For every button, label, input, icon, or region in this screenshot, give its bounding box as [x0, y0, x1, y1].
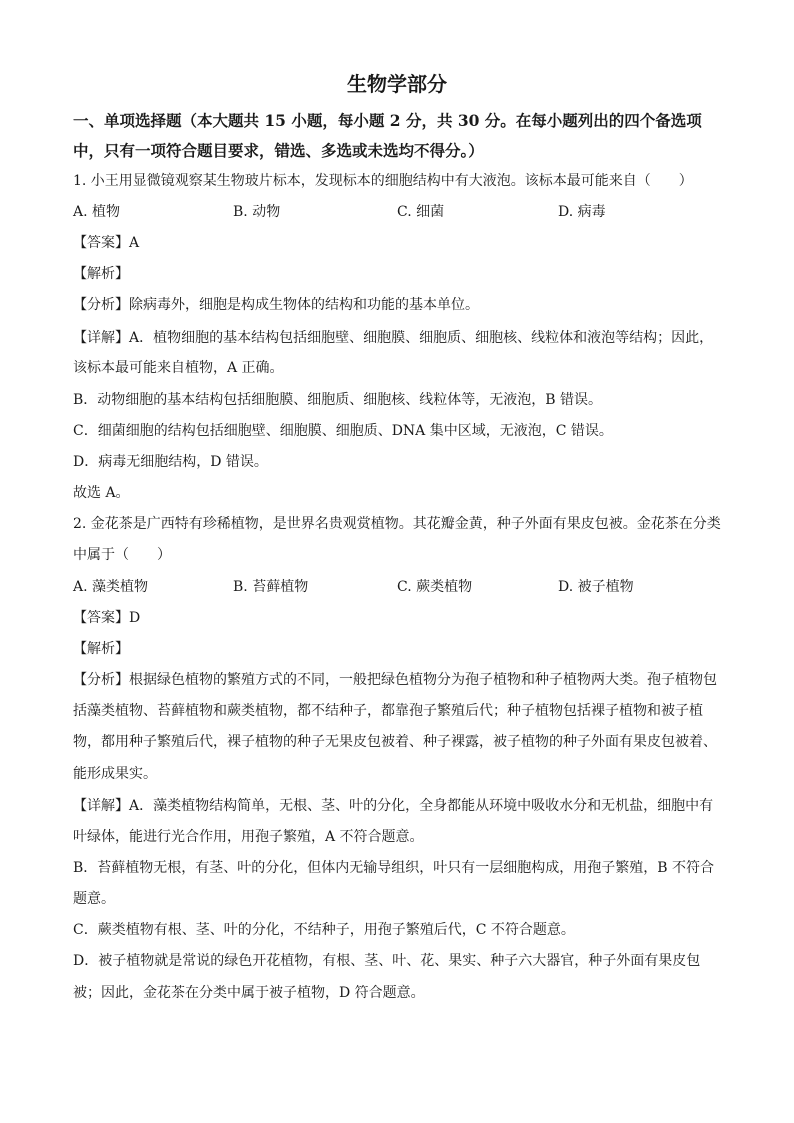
section-heading-line: 中，只有一项符合题目要求，错选、多选或未选均不得分。） [73, 141, 484, 160]
section-heading-line: 一、单项选择题（本大题共 15 小题，每小题 2 分，共 30 分。在每小题列出的四个备选项 [73, 111, 702, 130]
question-2-option-b: B. 苔藓植物 [233, 579, 309, 595]
question-2-stem-line: 中属于（ ） [73, 547, 171, 563]
question-2-detail-line: 叶绿体，能进行光合作用，用孢子繁殖，A 不符合题意。 [73, 829, 424, 845]
question-1-option-a: A. 植物 [73, 204, 121, 220]
question-2-options [73, 577, 733, 597]
question-2-detail-line: D．被子植物就是常说的绿色开花植物，有根、茎、叶、花、果实、种子六大器官，种子外面有果皮包 [73, 953, 701, 969]
question-2-fenxi-line: 能形成果实。 [73, 766, 157, 782]
question-2-option-d: D. 被子植物 [558, 579, 634, 595]
question-2-detail-line: C．蕨类植物有根、茎、叶的分化，不结种子，用孢子繁殖后代，C 不符合题意。 [73, 922, 575, 938]
question-2-detail-line: B．苔藓植物无根，有茎、叶的分化，但体内无输导组织，叶只有一层细胞构成，用孢子繁殖，B 不符合 [73, 860, 715, 876]
question-2-option-c: C. 蕨类植物 [397, 579, 473, 595]
question-2-answer: 【答案】D [73, 610, 141, 626]
question-1-detail-line: C．细菌细胞的结构包括细胞壁、细胞膜、细胞质、DNA 集中区域，无液泡，C 错误。 [73, 423, 613, 439]
question-1-option-d: D. 病毒 [558, 204, 606, 220]
question-2-detail-line: 被；因此，金花茶在分类中属于被子植物，D 符合题意。 [73, 985, 425, 1001]
question-2-fenxi-line: 括藻类植物、苔藓植物和蕨类植物，都不结种子，都靠孢子繁殖后代；种子植物包括裸子植物和被子植 [73, 703, 703, 719]
question-1-answer: 【答案】A [73, 235, 140, 251]
question-2-fenxi-line: 物，都用种子繁殖后代，裸子植物的种子无果皮包被着、种子裸露，被子植物的种子外面有果皮包被着、 [73, 734, 717, 750]
question-1-detail-line: B．动物细胞的基本结构包括细胞膜、细胞质、细胞核、线粒体等，无液泡，B 错误。 [73, 392, 603, 408]
question-1-analysis-label: 【解析】 [73, 266, 129, 282]
question-2-analysis-label: 【解析】 [73, 641, 129, 657]
question-2-option-a: A. 藻类植物 [73, 579, 149, 595]
question-1-stem: 1. 小王用显微镜观察某生物玻片标本，发现标本的细胞结构中有大液泡。该标本最可能来自（ ） [73, 173, 693, 189]
question-1-option-b: B. 动物 [233, 204, 281, 220]
question-2-fenxi-line: 【分析】根据绿色植物的繁殖方式的不同，一般把绿色植物分为孢子植物和种子植物两大类。孢子植物包 [73, 672, 717, 688]
question-1-option-c: C. 细菌 [397, 204, 445, 220]
question-1-detail-line: 该标本最可能来自植物，A 正确。 [73, 360, 284, 376]
question-1-options [73, 202, 733, 222]
question-1-conclusion: 故选 A。 [73, 485, 130, 501]
page-title: 生物学部分 [347, 72, 447, 96]
question-2-stem-line: 2. 金花茶是广西特有珍稀植物，是世界名贵观赏植物。其花瓣金黄，种子外面有果皮包被。金花茶在分类 [73, 516, 721, 532]
question-1-detail-line: 【详解】A．植物细胞的基本结构包括细胞壁、细胞膜、细胞质、细胞核、线粒体和液泡等结构；因此， [73, 330, 714, 346]
question-2-detail-line: 题意。 [73, 891, 115, 907]
question-1-detail-line: D．病毒无细胞结构，D 错误。 [73, 454, 268, 470]
question-1-fenxi: 【分析】除病毒外，细胞是构成生物体的结构和功能的基本单位。 [73, 297, 479, 313]
section-heading [73, 106, 723, 166]
question-2-detail-line: 【详解】A．藻类植物结构简单，无根、茎、叶的分化，全身都能从环境中吸收水分和无机盐，细胞中有 [73, 798, 714, 814]
